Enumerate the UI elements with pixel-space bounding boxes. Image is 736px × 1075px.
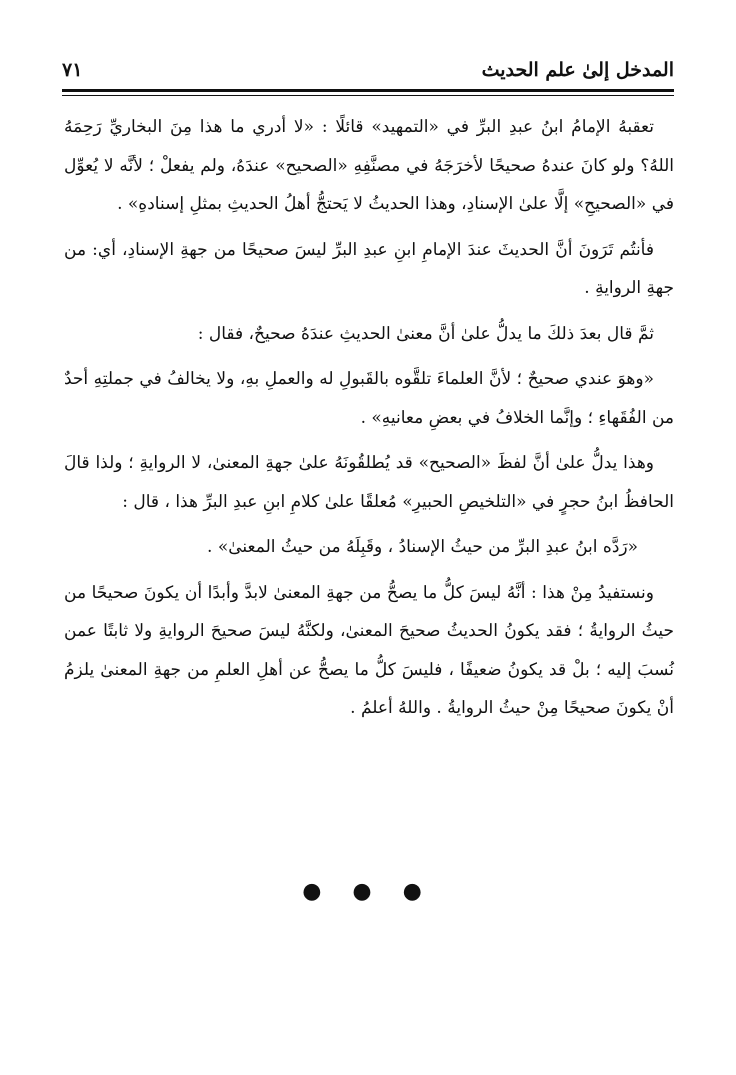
- paragraph: «وهوَ عندي صحيحٌ ؛ لأنَّ العلماءَ تلقَّوه بالقَبولِ له والعملِ بهِ، ولا يخالفُ في جملتِهِ أحدٌ من الفُقَهاءِ ؛ وإنَّما الخلافُ في بعضِ معانيهِ» .: [64, 369, 674, 428]
- block-quote: «رَدَّه ابنُ عبدِ البرِّ من حيثُ الإسنادُ ، وقَبِلَهُ من حيثُ المعنىٰ» .: [207, 537, 638, 557]
- section-separator: ● ● ●: [302, 879, 434, 904]
- paragraph: ثمَّ قال بعدَ ذلكَ ما يدلُّ علىٰ أنَّ معنىٰ الحديثِ عندَهُ صحيحٌ، فقال :: [197, 323, 654, 344]
- paragraph: وهذا يدلُّ علىٰ أنَّ لفظَ «الصحيح» قد يُطلقُونَهُ علىٰ جهةِ المعنىٰ، لا الروايةِ ؛ ولذا قالَ الحافظُ ابنُ حجرٍ في «التلخيصِ الحبيرِ» مُعلقًا علىٰ كلامِ ابنِ عبدِ البرِّ هذا ، قال :: [64, 453, 674, 512]
- header-rule-thin: [62, 95, 674, 96]
- running-title: المدخل إلىٰ علم الحديث: [481, 59, 674, 81]
- paragraph: تعقبهُ الإمامُ ابنُ عبدِ البرِّ في «التمهيد» قائلًا : «لا أدري ما هذا مِنَ البخاريِّ رَحِمَهُ اللهُ؟ ولو كانَ عندهُ صحيحًا لأخرَجَهُ في مصنَّفِهِ «الصحيح» عندَهُ، ولم يفعلْ ؛ لأنَّه لا يُعوِّل في «الصحيحِ» إلَّا علىٰ الإسنادِ، وهذا الحديثُ لا يَحتجُّ أهلُ الحديثِ بمثلِ إسنادهِ» .: [64, 117, 674, 214]
- paragraph: فأنتُم تَرَونَ أنَّ الحديثَ عندَ الإمامِ ابنِ عبدِ البرِّ ليسَ صحيحًا من جهةِ الإسنادِ، أي: من جهةِ الروايةِ .: [64, 239, 674, 298]
- page-body: [64, 108, 674, 735]
- header-rule-thick: [62, 89, 674, 92]
- page-number: ٧١: [62, 59, 83, 81]
- running-header: [62, 52, 674, 88]
- paragraph: ونستفيدُ مِنْ هذا : أنَّهُ ليسَ كلُّ ما يصحُّ من جهةِ المعنىٰ لابدَّ وأبدًا أن يكونَ صحيحًا من حيثُ الروايةُ ؛ فقد يكونُ الحديثُ صحيحَ المعنىٰ، ولكنَّهُ ليسَ صحيحَ الروايةِ ولا ثابتًا عمن نُسبَ إليه ؛ بلْ قد يكونُ ضعيفًا ، فليسَ كلُّ ما يصحُّ عن أهلِ العلمِ من جهةِ المعنىٰ يلزمُ أنْ يكونَ صحيحًا مِنْ حيثُ الروايةُ . واللهُ أعلمُ .: [64, 582, 674, 718]
